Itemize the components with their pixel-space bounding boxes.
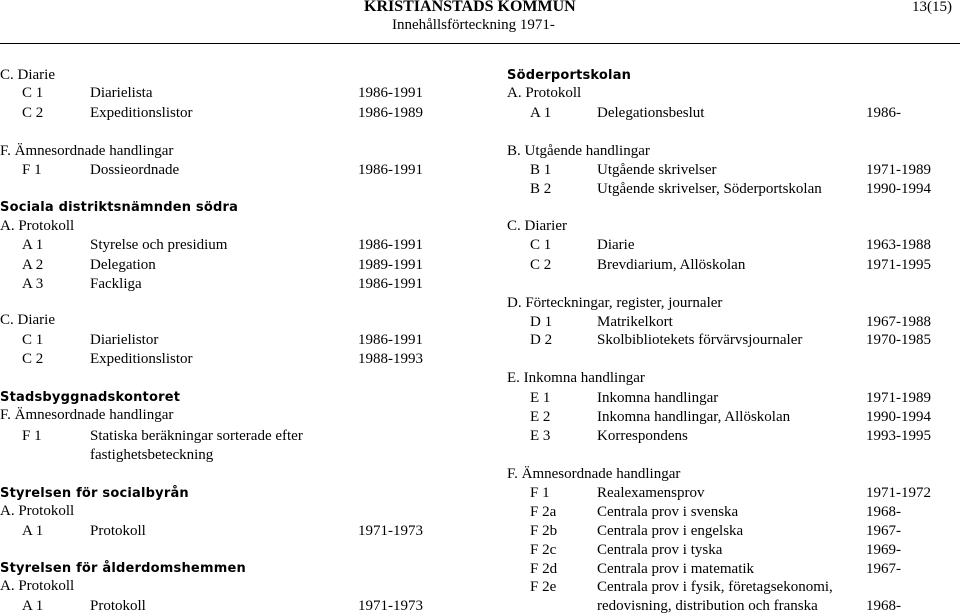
entry-years: 1986- [866, 105, 901, 121]
entry-code: F 2b [530, 523, 558, 539]
entry-code: B 2 [530, 181, 552, 197]
section-heading: A. Protokoll [507, 85, 582, 101]
unit-heading: Stadsbyggnadskontoret [0, 390, 181, 405]
entry-years: 1968- [866, 504, 901, 520]
entry-code: A 3 [22, 276, 44, 292]
entry-label: Skolbibliotekets förvärvsjournaler [597, 332, 803, 348]
entry-years: 1989-1991 [358, 257, 423, 273]
entry-code: A 1 [530, 105, 552, 121]
entry-code: D 1 [530, 314, 553, 330]
entry-years: 1971-1973 [358, 598, 423, 614]
header-rule [0, 43, 960, 44]
entry-label: Centrala prov i tyska [597, 542, 723, 558]
section-heading: F. Ämnesordnade handlingar [0, 143, 174, 159]
unit-heading: Sociala distriktsnämnden södra [0, 200, 239, 215]
unit-heading: Söderportskolan [507, 68, 632, 83]
entry-label: Utgående skrivelser, Söderportskolan [597, 181, 822, 197]
section-heading: A. Protokoll [0, 578, 75, 594]
section-heading: F. Ämnesordnade handlingar [0, 407, 174, 423]
entry-years: 1986-1991 [358, 237, 423, 253]
entry-years: 1988-1993 [358, 351, 423, 367]
entry-label-continued: fastighetsbeteckning [90, 447, 214, 463]
entry-code: A 1 [22, 523, 44, 539]
entry-years: 1971-1995 [866, 257, 931, 273]
entry-code: C 1 [22, 332, 44, 348]
section-heading: F. Ämnesordnade handlingar [507, 466, 681, 482]
entry-code: D 2 [530, 332, 553, 348]
entry-years: 1971-1989 [866, 162, 931, 178]
section-heading: C. Diarie [0, 312, 55, 328]
entry-years: 1986-1991 [358, 85, 423, 101]
entry-code: A 2 [22, 257, 44, 273]
entry-code: C 2 [22, 105, 44, 121]
section-heading: B. Utgående handlingar [507, 143, 650, 159]
page-number: 13(15) [912, 0, 952, 15]
entry-label: Diarielista [90, 85, 153, 101]
entry-code: C 2 [22, 351, 44, 367]
entry-label: Fackliga [90, 276, 142, 292]
entry-label: Matrikelkort [597, 314, 673, 330]
entry-code: F 2d [530, 561, 558, 577]
entry-code: C 1 [530, 237, 552, 253]
entry-label: Expeditionslistor [90, 105, 193, 121]
entry-label: Inkomna handlingar, Allöskolan [597, 409, 791, 425]
entry-code: E 3 [530, 428, 551, 444]
entry-label: Centrala prov i fysik, företagsekonomi, [597, 579, 833, 595]
entry-years: 1993-1995 [866, 428, 931, 444]
entry-years: 1990-1994 [866, 409, 931, 425]
entry-label: Delegationsbeslut [597, 105, 705, 121]
section-heading: C. Diarier [507, 218, 567, 234]
entry-code: A 1 [22, 237, 44, 253]
entry-label: Centrala prov i engelska [597, 523, 744, 539]
section-heading: E. Inkomna handlingar [507, 370, 645, 386]
entry-years: 1968- [866, 598, 901, 614]
entry-label: Diarie [597, 237, 635, 253]
unit-heading: Styrelsen för socialbyrån [0, 486, 189, 501]
header-subtitle: Innehållsförteckning 1971- [392, 17, 555, 33]
entry-label: Inkomna handlingar [597, 390, 719, 406]
entry-label: Protokoll [90, 523, 146, 539]
entry-code: F 2a [530, 504, 557, 520]
entry-code: E 2 [530, 409, 551, 425]
entry-label: Centrala prov i svenska [597, 504, 739, 520]
entry-label: Centrala prov i matematik [597, 561, 755, 577]
entry-years: 1971-1989 [866, 390, 931, 406]
entry-code: B 1 [530, 162, 552, 178]
entry-code: F 2c [530, 542, 557, 558]
entry-label: Korrespondens [597, 428, 688, 444]
section-heading: A. Protokoll [0, 503, 75, 519]
entry-label-continued: redovisning, distribution och franska [597, 598, 818, 614]
entry-years: 1970-1985 [866, 332, 931, 348]
header-title: KRISTIANSTADS KOMMUN [364, 0, 576, 15]
entry-code: A 1 [22, 598, 44, 614]
entry-label: Realexamensprov [597, 485, 705, 501]
entry-years: 1971-1972 [866, 485, 931, 501]
unit-heading: Styrelsen för ålderdomshemmen [0, 561, 246, 576]
entry-years: 1990-1994 [866, 181, 931, 197]
entry-years: 1986-1991 [358, 162, 423, 178]
entry-label: Diarielistor [90, 332, 159, 348]
entry-years: 1967- [866, 561, 901, 577]
entry-label: Protokoll [90, 598, 146, 614]
entry-code: C 1 [22, 85, 44, 101]
entry-label: Styrelse och presidium [90, 237, 228, 253]
entry-years: 1967- [866, 523, 901, 539]
section-heading: C. Diarie [0, 67, 55, 83]
entry-code: C 2 [530, 257, 552, 273]
entry-years: 1969- [866, 542, 901, 558]
entry-years: 1963-1988 [866, 237, 931, 253]
entry-code: E 1 [530, 390, 551, 406]
entry-years: 1986-1991 [358, 332, 423, 348]
section-heading: A. Protokoll [0, 218, 75, 234]
entry-years: 1986-1991 [358, 276, 423, 292]
entry-label: Dossieordnade [90, 162, 180, 178]
entry-label: Expeditionslistor [90, 351, 193, 367]
entry-years: 1971-1973 [358, 523, 423, 539]
entry-label: Brevdiarium, Allöskolan [597, 257, 746, 273]
entry-code: F 1 [22, 162, 42, 178]
entry-years: 1986-1989 [358, 105, 423, 121]
entry-years: 1967-1988 [866, 314, 931, 330]
entry-label: Delegation [90, 257, 156, 273]
entry-label: Statiska beräkningar sorterade efter [90, 428, 303, 444]
entry-code: F 1 [530, 485, 550, 501]
section-heading: D. Förteckningar, register, journaler [507, 295, 723, 311]
entry-label: Utgående skrivelser [597, 162, 717, 178]
entry-code: F 1 [22, 428, 42, 444]
entry-code: F 2e [530, 579, 557, 595]
